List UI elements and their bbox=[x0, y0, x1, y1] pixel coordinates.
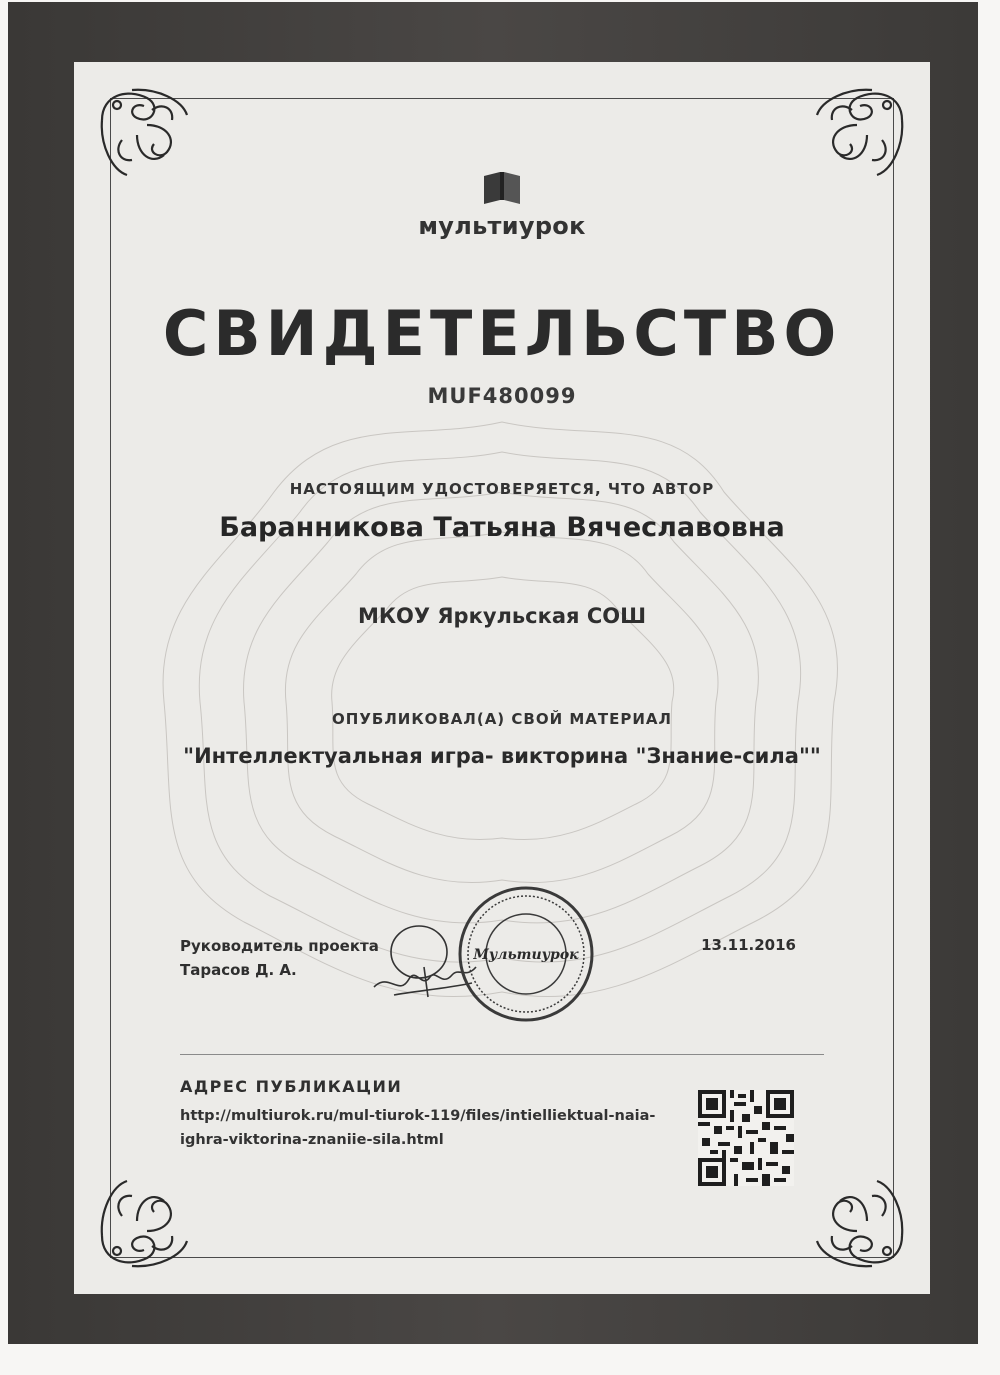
logo-text: мультиурок bbox=[418, 212, 586, 240]
published-text: ОПУБЛИКОВАЛ(А) СВОЙ МАТЕРИАЛ bbox=[332, 710, 672, 728]
school-name: МКОУ Яркульская СОШ bbox=[357, 604, 647, 628]
publication-url[interactable]: http://multiurok.ru/mul-tiurok-119/files/intielliektual-naia-ighra-viktorina-znaniie-sila.html bbox=[180, 1108, 656, 1148]
author-name: Баранникова Татьяна Вячеславовна bbox=[219, 512, 785, 543]
certificate-paper bbox=[74, 62, 930, 1294]
project-leader bbox=[180, 934, 379, 982]
certificate-date: 13.11.2016 bbox=[701, 936, 796, 954]
certify-text: НАСТОЯЩИМ УДОСТОВЕРЯЕТСЯ, ЧТО АВТОР bbox=[289, 480, 715, 498]
book-logo-icon bbox=[482, 172, 522, 204]
divider bbox=[180, 1054, 824, 1055]
ornament-corner-icon bbox=[802, 1166, 912, 1276]
leader-name: Тарасов Д. А. bbox=[180, 961, 297, 979]
ornament-corner-icon bbox=[92, 1166, 202, 1276]
certificate-title: СВИДЕТЕЛЬСТВО bbox=[162, 297, 842, 370]
stamp-seal-icon bbox=[456, 884, 596, 1024]
address-heading: АДРЕС ПУБЛИКАЦИИ bbox=[180, 1077, 403, 1096]
stamp-center-text: Мультиурок bbox=[473, 947, 579, 963]
multiurok-logo bbox=[74, 172, 930, 240]
scan-frame bbox=[8, 2, 978, 1344]
certificate-code: MUF480099 bbox=[427, 384, 577, 408]
qr-code-icon bbox=[698, 1090, 794, 1186]
material-title: "Интеллектуальная игра- викторина "Знание-сила"" bbox=[183, 744, 821, 768]
leader-role: Руководитель проекта bbox=[180, 937, 379, 955]
